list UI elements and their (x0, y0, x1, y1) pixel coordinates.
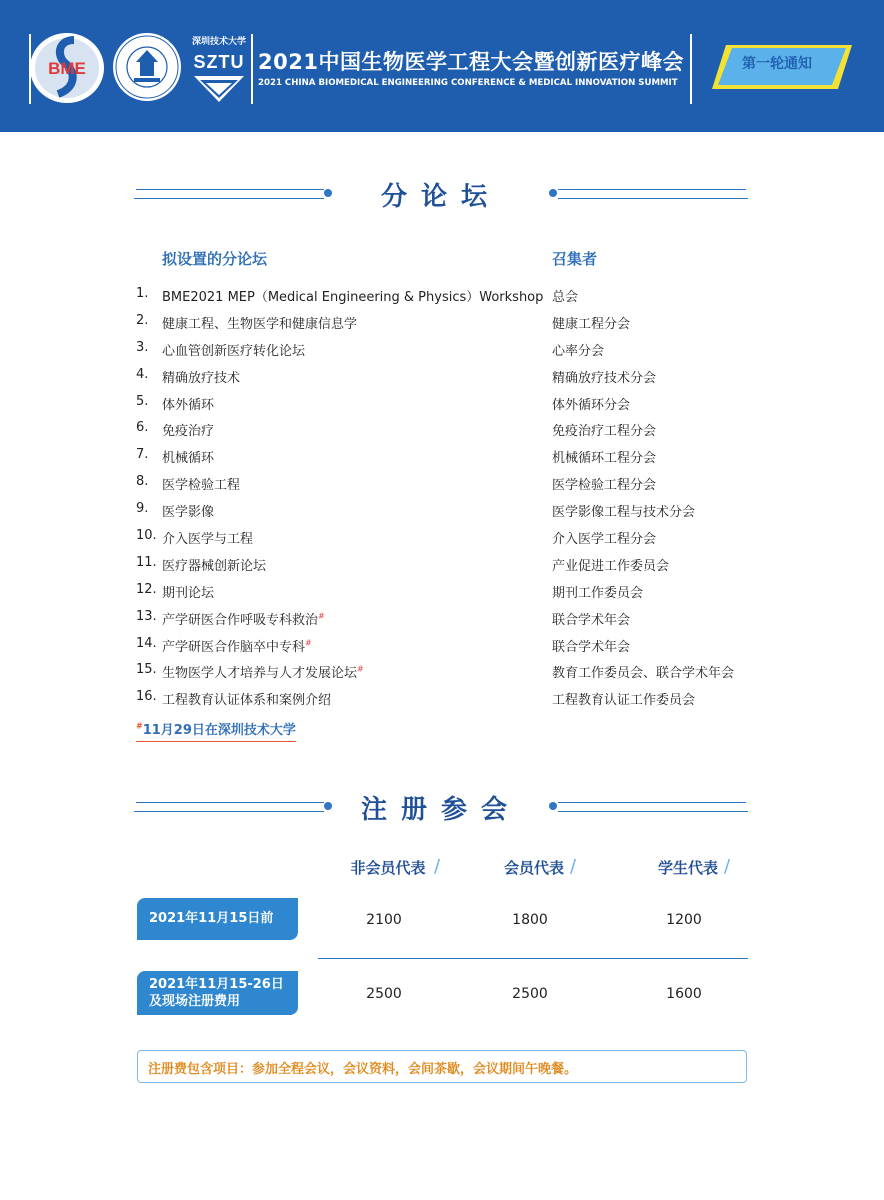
forum-row (136, 335, 776, 362)
forum-name (162, 528, 253, 547)
forum-organizer: 期刊工作委员会 (552, 585, 644, 601)
forum-organizer: 体外循环分会 (552, 397, 631, 413)
slash-icon: / (570, 856, 577, 877)
forum-row (136, 496, 776, 523)
footnote (136, 719, 296, 742)
footnote-mark: # (136, 721, 143, 731)
forum-number: 1. (136, 286, 149, 301)
forum-row (136, 442, 776, 469)
forum-name (162, 636, 312, 655)
registration-section-title: 注册参会 (360, 795, 521, 825)
divider (558, 802, 746, 803)
forum-row (136, 631, 776, 658)
forum-row (136, 577, 776, 604)
forum-number: 6. (136, 420, 149, 436)
registration-divider (318, 958, 748, 959)
forum-name (162, 609, 325, 628)
forum-organizer: 医学影像工程与技术分会 (552, 505, 696, 521)
forum-hash-mark: # (318, 611, 325, 621)
sztu-logo-cn: 深圳技术大学 (191, 37, 246, 47)
forum-name-text: 健康工程、生物医学和健康信息学 (162, 316, 358, 332)
forum-name-text: BME2021 MEP（Medical Engineering & Physics）Workshop (162, 290, 544, 305)
forum-name (162, 313, 357, 332)
forum-organizer: 工程教育认证工作委员会 (552, 693, 696, 709)
early-nonmember-fee: 2100 (366, 912, 402, 928)
nonmember-label: 非会员代表 (350, 859, 426, 877)
forum-row (136, 684, 776, 711)
forum-name (162, 420, 214, 439)
forum-name (162, 286, 543, 305)
forum-organizer: 医学检验工程分会 (552, 478, 657, 494)
forum-organizer: 介入医学工程分会 (552, 532, 657, 548)
registration-section-heading (134, 789, 748, 823)
forum-number: 16. (136, 689, 157, 705)
bme-society-logo (28, 30, 106, 106)
forum-organizer: 联合学术年会 (552, 639, 631, 655)
forum-number: 8. (136, 474, 149, 490)
conference-title-en: 2021 CHINA BIOMEDICAL ENGINEERING CONFERENCE & MEDICAL INNOVATION SUMMIT (258, 78, 678, 88)
member-label: 会员代表 (503, 859, 564, 877)
forum-organizer: 总会 (552, 290, 579, 305)
logo-group (28, 30, 252, 106)
forum-row (136, 308, 776, 335)
forum-name (162, 662, 364, 681)
forum-column-header: 拟设置的分论坛 (162, 250, 268, 268)
forum-organizer: 健康工程分会 (552, 316, 631, 332)
forum-name (162, 394, 214, 413)
late-student-fee: 1600 (666, 986, 702, 1002)
forum-name (162, 340, 305, 359)
forum-name-text: 心血管创新医疗转化论坛 (162, 343, 306, 359)
forum-name-text: 机械循环 (162, 451, 215, 467)
divider (558, 189, 746, 190)
sztu-chevron-icon (186, 74, 252, 104)
forum-number: 7. (136, 447, 149, 463)
svg-text:BME: BME (48, 59, 86, 78)
forum-number: 13. (136, 608, 157, 624)
forum-row (136, 389, 776, 416)
divider (558, 811, 748, 812)
late-date: 2021年11月15-26日 (149, 977, 284, 992)
divider (558, 198, 748, 199)
slash-icon: / (434, 856, 441, 877)
forum-name (162, 367, 240, 386)
heading-dot (549, 802, 557, 810)
header-banner (0, 0, 884, 132)
forum-number: 11. (136, 554, 157, 570)
forum-number: 9. (136, 501, 149, 517)
heading-dot (549, 189, 557, 197)
forum-name-text: 工程教育认证体系和案例介绍 (162, 693, 332, 709)
forum-row (136, 550, 776, 577)
forum-organizer: 机械循环工程分会 (552, 451, 657, 467)
forum-number: 10. (136, 528, 157, 544)
sztu-logo-text: SZTU (193, 52, 245, 72)
early-member-fee: 1800 (512, 912, 548, 928)
forum-hash-mark: # (305, 638, 312, 648)
forum-list (136, 281, 776, 711)
forum-name (162, 447, 214, 466)
early-date: 2021年11月15日前 (149, 911, 274, 926)
forum-number: 12. (136, 581, 157, 597)
forum-organizer: 教育工作委员会、联合学术年会 (552, 666, 735, 682)
forum-row (136, 362, 776, 389)
forum-organizer: 免疫治疗工程分会 (552, 424, 657, 440)
forum-organizer: 联合学术年会 (552, 612, 631, 628)
forum-name-text: 体外循环 (162, 397, 215, 413)
forum-name-text: 产学研医合作脑卒中专科 (162, 639, 306, 655)
forum-row (136, 657, 776, 684)
early-registration-label (137, 898, 298, 940)
member-column-header (484, 857, 584, 878)
header-left-divider (29, 34, 31, 104)
late-onsite: 及现场注册费用 (149, 994, 241, 1009)
student-label: 学生代表 (657, 859, 718, 877)
fee-includes-note: 注册费包含项目：参加全程会议，会议资料，会间茶歇，会议期间午晚餐。 (137, 1050, 747, 1083)
forum-number: 15. (136, 662, 157, 678)
forum-name-text: 医学检验工程 (162, 478, 241, 494)
forum-name (162, 474, 240, 493)
forum-row (136, 281, 776, 308)
forum-hash-mark: # (357, 665, 364, 675)
forum-name (162, 501, 214, 520)
header-title-divider (251, 34, 253, 104)
forum-organizer: 产业促进工作委员会 (552, 558, 670, 574)
forum-number: 5. (136, 393, 149, 409)
late-nonmember-fee: 2500 (366, 986, 402, 1002)
forum-name-text: 产学研医合作呼吸专科救治 (162, 612, 319, 628)
sztu-logo (186, 34, 252, 104)
forum-section-heading (134, 176, 748, 210)
forum-name (162, 689, 331, 708)
early-student-fee: 1200 (666, 912, 702, 928)
forum-row (136, 604, 776, 631)
university-emblem (112, 32, 182, 102)
forum-name-text: 期刊论坛 (162, 585, 215, 601)
organizer-column-header: 召集者 (552, 250, 598, 268)
forum-name-text: 介入医学与工程 (162, 532, 254, 548)
forum-section-title: 分论坛 (380, 182, 501, 212)
nonmember-column-header (338, 856, 441, 878)
student-column-header (638, 857, 738, 878)
forum-number: 3. (136, 339, 149, 355)
late-member-fee: 2500 (512, 986, 548, 1002)
forum-row (136, 415, 776, 442)
forum-organizer: 心率分会 (552, 343, 605, 359)
forum-name (162, 555, 266, 574)
forum-name-text: 精确放疗技术 (162, 370, 241, 386)
forum-number: 2. (136, 312, 149, 328)
footnote-text: 11月29日在深圳技术大学 (142, 723, 296, 738)
forum-number: 14. (136, 635, 157, 651)
forum-name-text: 医学影像 (162, 505, 215, 521)
slash-icon: / (724, 856, 731, 877)
forum-row (136, 469, 776, 496)
forum-name-text: 医疗器械创新论坛 (162, 558, 267, 574)
forum-name-text: 免疫治疗 (162, 424, 215, 440)
forum-name (162, 582, 214, 601)
forum-row (136, 523, 776, 550)
late-registration-label (137, 971, 298, 1015)
first-notice-label: 第一轮通知 (742, 56, 812, 72)
forum-organizer: 精确放疗技术分会 (552, 370, 657, 386)
forum-number: 4. (136, 366, 149, 382)
conference-title-cn: 2021中国生物医学工程大会暨创新医疗峰会 (258, 50, 684, 74)
forum-name-text: 生物医学人才培养与人才发展论坛 (162, 666, 358, 682)
header-right-divider (690, 34, 692, 104)
